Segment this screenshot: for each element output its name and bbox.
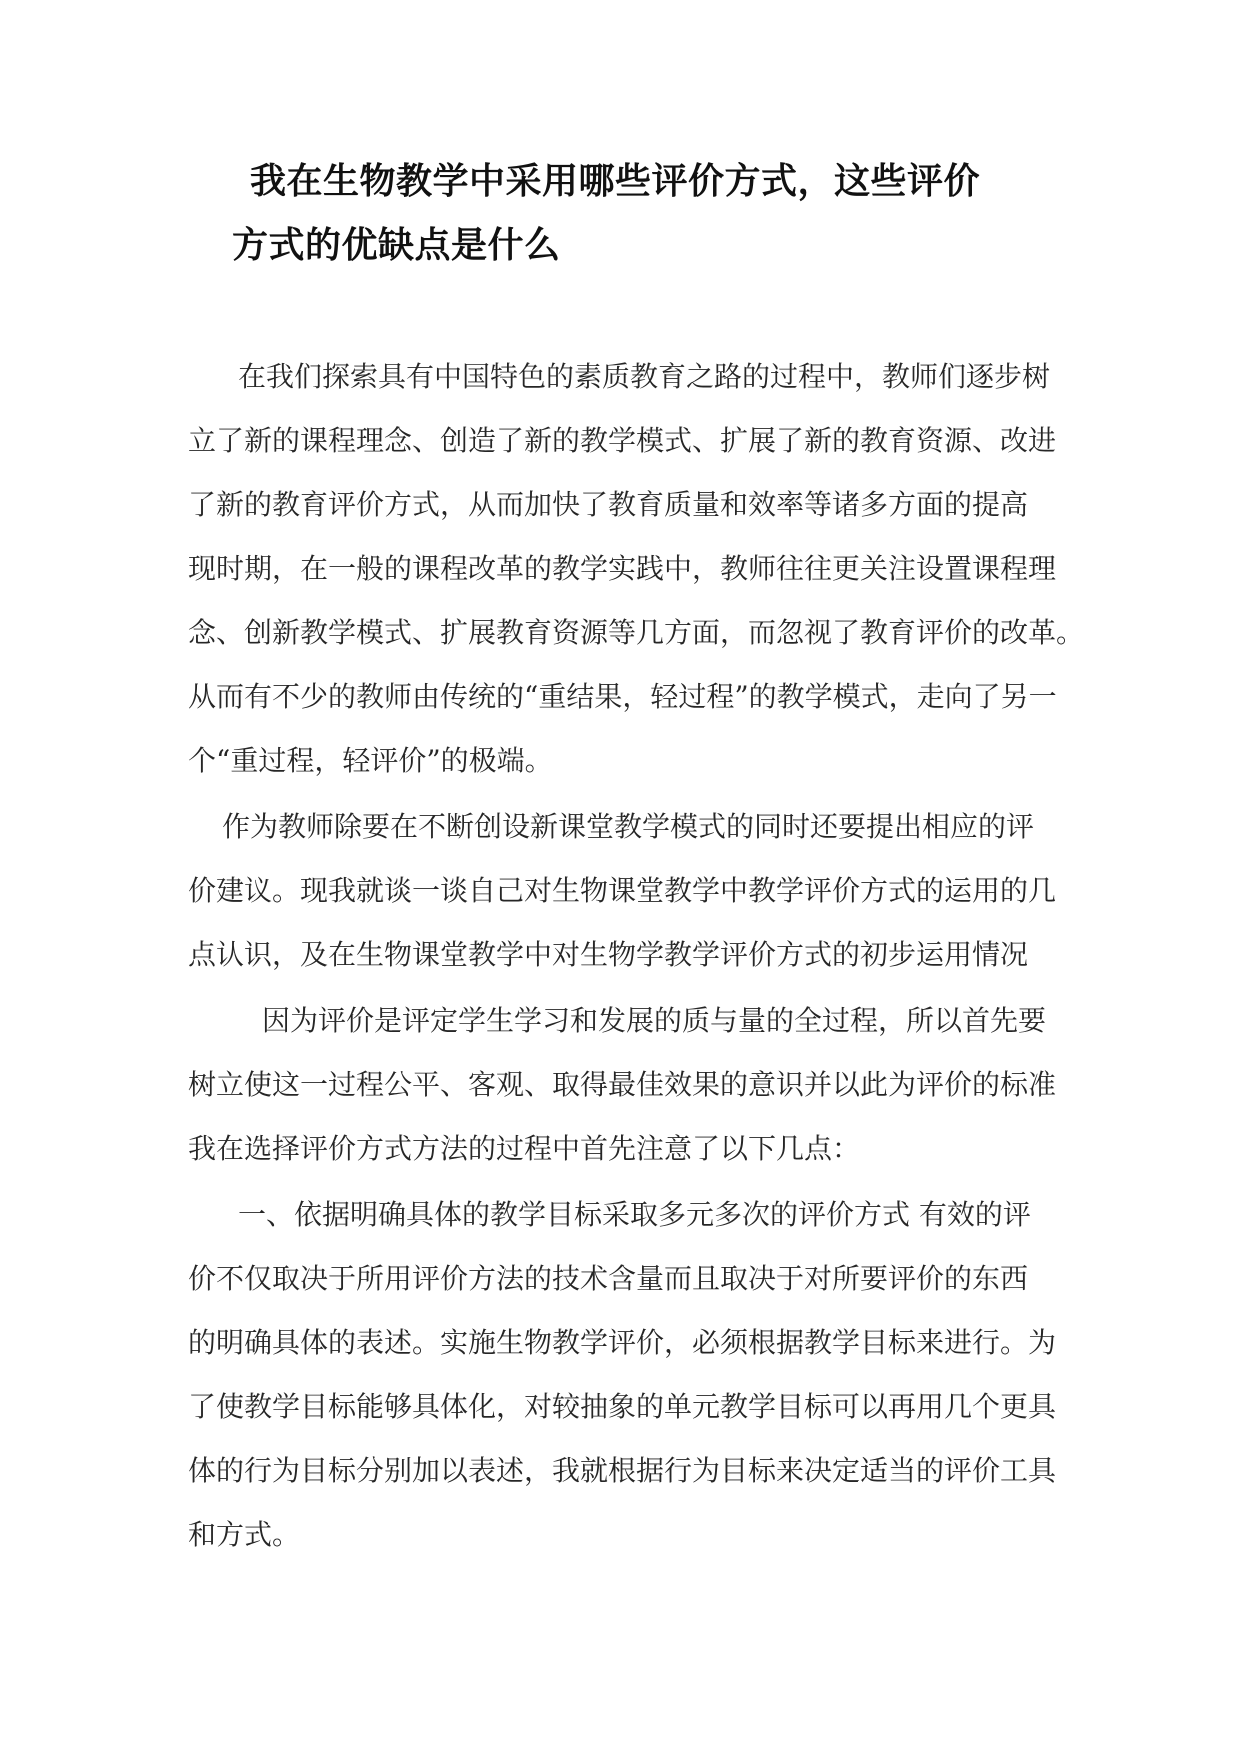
paragraph-4-line-6: 和方式。 [188,1518,301,1551]
paragraph-1-line-1: 在我们探索具有中国特色的素质教育之路的过程中，教师们逐步树 [238,360,1051,393]
paragraph-3-line-2: 树立使这一过程公平、客观、取得最佳效果的意识并以此为评价的标准 [188,1068,1057,1101]
paragraph-2-line-1: 作为教师除要在不断创设新课堂教学模式的同时还要提出相应的评 [222,810,1035,843]
paragraph-4-line-1: 一、依据明确具体的教学目标采取多元多次的评价方式 有效的评 [238,1198,1031,1231]
paragraph-3-line-3: 我在选择评价方式方法的过程中首先注意了以下几点： [188,1132,861,1165]
paragraph-4-line-3: 的明确具体的表述。实施生物教学评价，必须根据教学目标来进行。为 [188,1326,1057,1359]
paragraph-1-line-6: 从而有不少的教师由传统的“重结果，轻过程”的教学模式，走向了另一 [188,680,1057,713]
paragraph-1-line-5: 念、创新教学模式、扩展教育资源等几方面，而忽视了教育评价的改革。 [188,616,1085,649]
document-title-line-2: 方式的优缺点是什么 [232,225,561,266]
paragraph-1-line-2: 立了新的课程理念、创造了新的教学模式、扩展了新的教育资源、改进 [188,424,1057,457]
paragraph-4-line-2: 价不仅取决于所用评价方法的技术含量而且取决于对所要评价的东西 [188,1262,1029,1295]
paragraph-2-line-2: 价建议。现我就谈一谈自己对生物课堂教学中教学评价方式的运用的几 [188,874,1057,907]
paragraph-4-line-5: 体的行为目标分别加以表述，我就根据行为目标来决定适当的评价工具 [188,1454,1057,1487]
document-title-line-1: 我在生物教学中采用哪些评价方式，这些评价 [250,161,981,202]
paragraph-3-line-1: 因为评价是评定学生学习和发展的质与量的全过程，所以首先要 [262,1004,1047,1037]
paragraph-1-line-4: 现时期，在一般的课程改革的教学实践中，教师往往更关注设置课程理 [188,552,1057,585]
paragraph-1-line-3: 了新的教育评价方式，从而加快了教育质量和效率等诸多方面的提高 [188,488,1029,521]
paragraph-4-line-4: 了使教学目标能够具体化，对较抽象的单元教学目标可以再用几个更具 [188,1390,1057,1423]
paragraph-2-line-3: 点认识，及在生物课堂教学中对生物学教学评价方式的初步运用情况 [188,938,1029,971]
paragraph-1-line-7: 个“重过程，轻评价”的极端。 [188,744,553,777]
